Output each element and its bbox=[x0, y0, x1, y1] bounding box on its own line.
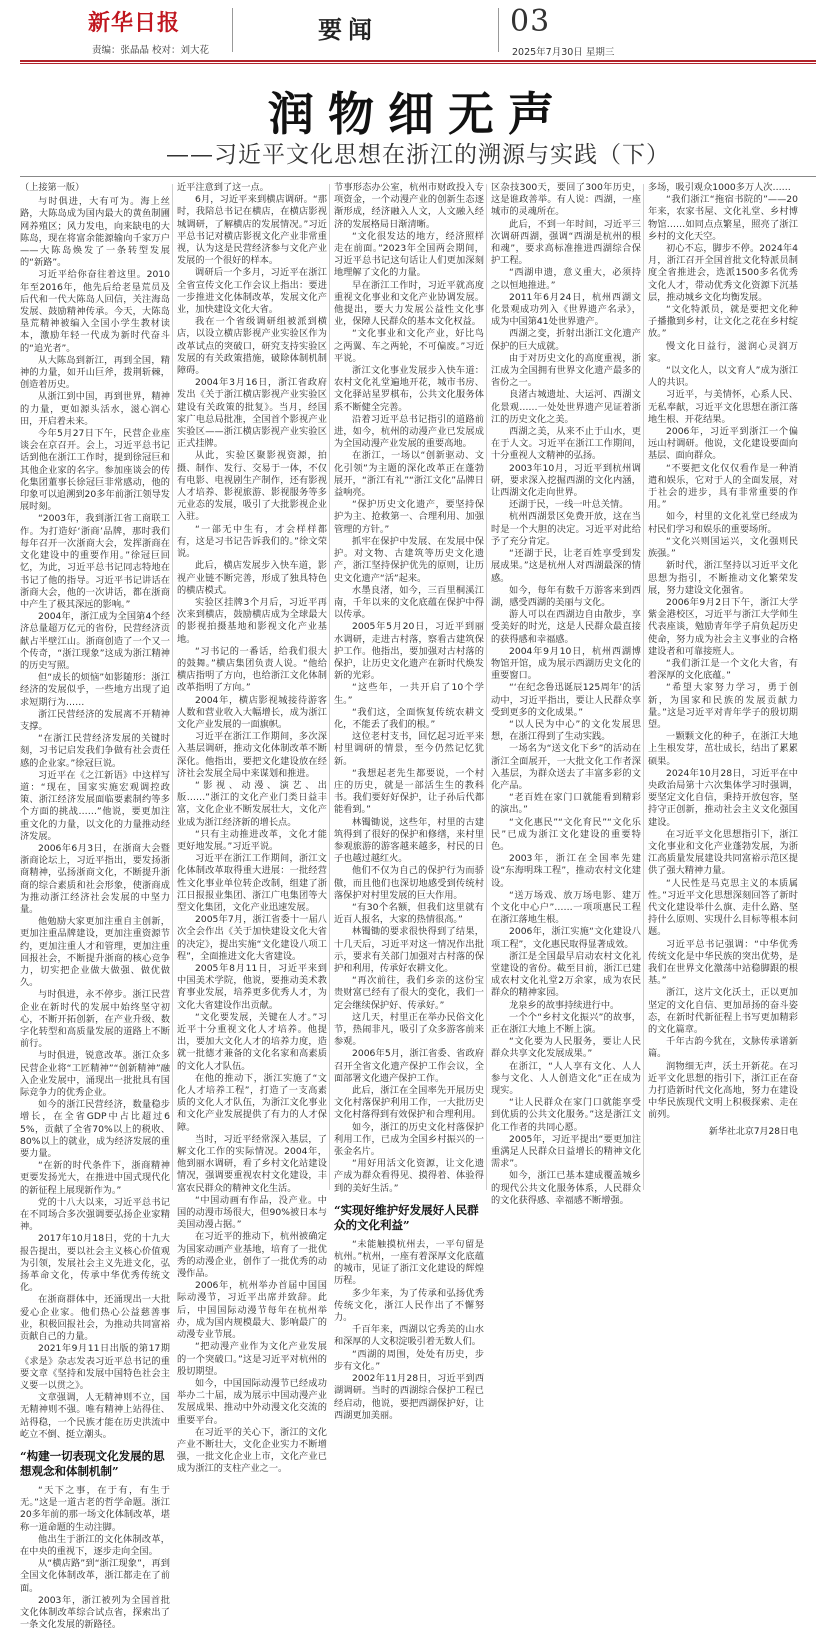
column-divider bbox=[329, 184, 330, 1190]
paragraph: “西湖申遗，意义重大，必须持之以恒地推进。” bbox=[491, 267, 641, 291]
paragraph: 2024年10月28日，习近平在中央政治局第十六次集体学习时强调，要坚定文化自信，秉持开放包容，坚持守正创新，推动社会主义文化强国建设。 bbox=[648, 767, 798, 828]
paragraph: 他们不仅为自己的保护行为而骄傲，而且他们也深切地感受到传统村落保护对村里发展的巨大作用。 bbox=[334, 865, 484, 901]
paragraph: 龙泉乡的故事持续进行中。 bbox=[509, 999, 620, 1011]
paragraph: “文化要为人民服务，要让人民群众共享文化发展成果。” bbox=[491, 1036, 641, 1060]
paragraph: “在浙江民营经济发展的关键时刻，习书记启发我们争做有社会责任感的企业家。”徐冠巨说。 bbox=[20, 733, 170, 769]
paragraph: 西湖之变，折射出浙江文化遗产保护的巨大成就。 bbox=[491, 328, 641, 352]
paragraph: 林镯锄说，这些年，村里的古建筑得到了很好的保护和修缮，来村里参观旅游的游客越来越多，村民的日子也越过越红火。 bbox=[334, 816, 484, 865]
paragraph: 如今，村里的文化礼堂已经成为村民们学习和娱乐的重要场所。 bbox=[648, 511, 798, 535]
paragraph: 浙江，这片文化沃土，正以更加坚定的文化自信、更加昂扬的奋斗姿态，在新时代新征程上书写更加精彩的文化篇章。 bbox=[648, 987, 798, 1036]
paragraph: 2017年10月18日，党的十九大报告提出，要以社会主义核心价值观为引领，发展社会主义先进文化，弘扬革命文化，传承中华优秀传统文化。 bbox=[20, 1233, 170, 1294]
paragraph: 2006年9月2日下午，浙江大学紫金港校区，习近平与浙江大学师生代表座谈，勉励青年学子肩负起历史使命，努力成为社会主义事业的合格建设者和可靠接班人。 bbox=[648, 596, 798, 657]
paragraph: “老百姓在家门口就能看到精彩的演出。” bbox=[491, 792, 641, 816]
paragraph: 2003年10月，习近平到杭州调研，要求深入挖掘西湖的文化内涵，让西湖文化走向世界。 bbox=[491, 462, 641, 499]
paragraph: 2006年5月，浙江省委、省政府召开全省文化遗产保护工作会议，全面部署文化遗产保护工作。 bbox=[334, 1048, 484, 1084]
paragraph: “文化兴则国运兴，文化强则民族强。” bbox=[648, 535, 798, 560]
paragraph: “天下之事，在于有，有生于无。”这是一道古老的哲学命题。浙江20多年前的那一场文化体制改革，堪称一道命题的生动注脚。 bbox=[20, 1484, 170, 1533]
paragraph: “希望大家努力学习，勇于创新，为国家和民族的发展贡献力量。”这是习近平对青年学子的殷切期望。 bbox=[648, 682, 798, 730]
paragraph: 在他的推动下，浙江实施了“文化人才培养工程”，打造了一支高素质的文化人才队伍，为浙江文化事业和文化产业发展提供了有力的人才保障。 bbox=[177, 1072, 327, 1133]
section-subtitle: “构建一切表现文化发展的思想观念和体制机制” bbox=[20, 1448, 165, 1478]
paragraph: 初心不忘，脚步不停。2024年4月，浙江召开全国首批文化特派员制度全省推进会，选派1500多名优秀文化人才，带动优秀文化资源下沉基层，推动城乡文化均衡发展。 bbox=[648, 243, 798, 303]
article-column-3 bbox=[334, 182, 484, 1421]
paragraph: 良渚古城遗址、大运河、西湖文化景观……一处处世界遗产见证着浙江的历史文化之美。 bbox=[491, 389, 641, 425]
paragraph: “2003年，我到浙江省工商联工作。为打造好‘浙商’品牌，那时我们每年召开一次浙商大会，发挥浙商在文化建设中的重要作用。”徐冠巨回忆，为此，习近平总书记同志特地在书记了他的指导。习近平书记讲话在浙商大会，他的一次讲话，都在浙商中产生了极其深远的影响。” bbox=[20, 513, 170, 610]
paragraph: “我想起老先生都要说，一个村庄的历史，就是一部活生生的教科书。我们要好好保护，让子孙后代都能看到。” bbox=[334, 767, 484, 816]
paragraph: 2003年，浙江在全国率先建设“东海明珠工程”，推动农村文化建设。 bbox=[491, 853, 641, 889]
page-number: 03 bbox=[510, 4, 551, 39]
paragraph: “文化惠民”“文化育民”“文化乐民”已成为浙江文化建设的重要特色。 bbox=[491, 816, 641, 852]
paragraph: “还湖于民，让老百姓享受到发展成果。”这是杭州人对西湖最深的情感。 bbox=[491, 548, 641, 584]
column-divider bbox=[643, 184, 644, 1190]
article-column-5 bbox=[648, 182, 798, 1194]
paragraph: 2005年，习近平提出“要更加注重满足人民群众日益增长的精神文化需求”。 bbox=[491, 1133, 641, 1170]
article-subheadline: ——习近平文化思想在浙江的溯源与实践（下） bbox=[166, 142, 670, 168]
paragraph: 节事形态办公室，杭州市财政投入专项资金，一个动漫产业的创新生态逐渐形成，经济融入人文，人文融入经济的发展格局日渐清晰。 bbox=[334, 182, 484, 230]
masthead bbox=[0, 0, 836, 58]
paragraph: 2004年9月10日，杭州西湖博物馆开馆，成为展示西湖历史文化的重要窗口。 bbox=[491, 645, 641, 682]
paragraph: “把动漫产业作为文化产业发展的一个突破口。”这是习近平对杭州的殷切期望。 bbox=[177, 1341, 327, 1377]
paragraph: 西湖之美，从来不止于山水，更在于人文。习近平在浙江工作期间，十分重视人文精神的弘扬。 bbox=[491, 426, 641, 462]
paragraph: 如今，浙江的历史文化村落保护利用工作，已成为全国乡村振兴的一张金名片。 bbox=[334, 1121, 484, 1158]
paragraph: 2004年3月16日，浙江省政府发出《关于浙江横店影视产业实验区建设有关政策的批复》。当月，经国家广电总局批准，全国首个影视产业实验区——浙江横店影视产业实验区正式挂牌。 bbox=[177, 377, 327, 450]
paragraph: “‘在纪念鲁迅诞辰125周年’的活动中，习近平指出，要让人民群众享受到更多的文化成果。” bbox=[491, 682, 641, 718]
paragraph: 2004年，浙江成为全国第4个经济总量超万亿元的省份，民营经济贡献占半壁江山。浙商创造了一个又一个传奇，“浙江现象”这成为浙江精神的历史写照。 bbox=[20, 611, 170, 671]
paragraph: 习近平在浙江工作期间，浙江文化体制改革取得重大进展：一批经营性文化事业单位转企改制，组建了浙江日报报业集团、浙江广电集团等大型文化集团，文化产业迅速发展。 bbox=[177, 853, 327, 913]
paragraph: 习近平在《之江新语》中这样写道：“现在，国家实施宏观调控政策、浙江经济发展面临要素制约等多个方面的挑战……”他说，要更加注重文化的力量，以文化的力量推动经济发展。 bbox=[20, 769, 170, 842]
paragraph: 早在浙江工作时，习近平就高度重视文化事业和文化产业协调发展。他提出，要大力发展公益性文化事业，保障人民群众的基本文化权益。 bbox=[334, 279, 484, 328]
paragraph: 新时代，浙江坚持以习近平文化思想为指引，不断推动文化繁荣发展，努力建设文化强省。 bbox=[648, 560, 798, 596]
paragraph: “文化事业和文化产业，好比鸟之两翼、车之两轮，不可偏废。”习近平说。 bbox=[334, 328, 484, 364]
paragraph: 浙江民营经济的发展离不开精神支撑。 bbox=[20, 708, 170, 732]
paragraph: “文化很发达的地方，经济照样走在前面。”2023年全国两会期间，习近平总书记这句话让人们更加深刻地理解了文化的力量。 bbox=[334, 230, 484, 279]
paragraph: 从大陈岛到新江，再到全国，精神的力量，如开山巨斧，拨荆斩棘，创造着历史。 bbox=[20, 354, 170, 391]
paragraph: 抓牢在保护中发展、在发展中保护。对文物、古建筑等历史文化遗产，浙江坚持保护优先的原则，让历史文化遗产“活”起来。 bbox=[334, 535, 484, 584]
paragraph: 由于对历史文化的高度重视，浙江成为全国拥有世界文化遗产最多的省份之一。 bbox=[491, 352, 641, 389]
paragraph: “影视、动漫、演艺、出版……”浙江的文化产业门类日益丰富，文化企业不断发展壮大，文化产业成为浙江经济新的增长点。 bbox=[177, 779, 327, 828]
paragraph: 习近平总书记强调：“中华优秀传统文化是中华民族的突出优势，是我们在世界文化激荡中站稳脚跟的根基。” bbox=[648, 938, 798, 987]
paragraph: 2006年6月3日，在浙商大会暨浙商论坛上，习近平指出，要发扬浙商精神，弘扬浙商文化，不断提升浙商的综合素质和社会形象，使浙商成为推动浙江经济社会发展的中坚力量。 bbox=[20, 842, 170, 915]
paragraph: 我在一个省级调研组被派到横店，以设立横店影视产业实验区作为改革试点的突破口，研究支持实验区发展的有关政策措施，破除体制机制障碍。 bbox=[177, 316, 327, 377]
paragraph: “在新的时代条件下，浙商精神更要发扬光大，在推进中国式现代化的新征程上展现新作为。” bbox=[20, 1160, 170, 1196]
paragraph: 2004年，横店影视城接待游客人数和营业收入大幅增长，成为浙江文化产业发展的一面旗帜。 bbox=[177, 694, 327, 730]
article-headline: 润物细无声 bbox=[268, 87, 568, 141]
paragraph: 当时，习近平经常深入基层，了解文化工作的实际情况。2004年，他到丽水调研，看了乡村文化站建设情况，强调要重视农村文化建设，丰富农民群众的精神文化生活。 bbox=[177, 1133, 327, 1194]
paragraph: 这几天，村里正在举办民俗文化节，热闹非凡，吸引了众多游客前来参观。 bbox=[334, 1011, 484, 1048]
paragraph: 调研后一个多月，习近平在浙江全省宣传文化工作会议上指出：要进一步推进文化体制改革，发展文化产业，加快建设文化大省。 bbox=[177, 267, 327, 316]
paragraph: 浙江文化事业发展步入快车道：农村文化礼堂遍地开花，城市书房、文化驿站星罗棋布，公共文化服务体系不断健全完善。 bbox=[334, 365, 484, 413]
paragraph: 2011年6月24日，杭州西湖文化景观成功列入《世界遗产名录》，成为中国第41处世界遗产。 bbox=[491, 291, 641, 328]
paragraph: 2002年11月28日，习近平到西湖调研。当时的西湖综合保护工程已经启动，他说，要把西湖保护好，让西湖更加美丽。 bbox=[334, 1373, 484, 1421]
issue-date: 2025年7月30日 星期三 bbox=[512, 47, 615, 58]
paragraph: 林镯锄的要求很快得到了结果，十几天后，习近平对这一情况作出批示，要求有关部门加强对古村落的保护和利用，传承好农耕文化。 bbox=[334, 926, 484, 974]
paragraph: “这些年，一共开启了10个学生。” bbox=[334, 682, 484, 706]
paragraph: 实验区挂牌3个月后，习近平再次来到横店，鼓励横店成为全球最大的影视拍摄基地和影视文化产业基地。 bbox=[177, 596, 327, 645]
paragraph: 与时俱进，大有可为。海上丝路，大陈岛成为国内最大的黄鱼制圃网养殖区；风力发电，向来缺电的大陈岛，现在将富余能源输向千家万户——大陈岛焕发了一条转型发展的“新路”。 bbox=[20, 196, 170, 269]
paragraph: 2006年，杭州举办首届中国国际动漫节，习近平出席并致辞。此后，中国国际动漫节每年在杭州举办，成为国内规模最大、影响最广的动漫专业节展。 bbox=[177, 1280, 327, 1341]
paragraph: 如今，中国国际动漫节已经成功举办二十届，成为展示中国动漫产业发展成果、推动中外动漫文化交流的重要平台。 bbox=[177, 1377, 327, 1426]
continued-note: （上接第一版） bbox=[20, 182, 85, 193]
paragraph: 2005年5月20日，习近平到丽水调研，走进古村落，察看古建筑保护工作。他指出，要加强对古村落的保护，让历史文化遗产在新时代焕发新的光彩。 bbox=[334, 621, 484, 682]
paragraph: 一场名为“送文化下乡”的活动在浙江全面展开，一大批文化工作者深入基层，为群众送去了丰富多彩的文化产品。 bbox=[491, 743, 641, 791]
paragraph: 与时俱进，锐意改革。浙江众多民营企业将“工匠精神”“创新精神”融入企业发展中，涌现出一批批具有国际竞争力的优秀企业。 bbox=[20, 1050, 170, 1099]
masthead-divider bbox=[498, 8, 499, 52]
paragraph: 千年古韵今犹在，文脉传承谱新篇。 bbox=[648, 1036, 798, 1060]
paragraph: 在浙商群体中，还涌现出一大批爱心企业家。他们热心公益慈善事业，积极回报社会，为推动共同富裕贡献自己的力量。 bbox=[20, 1294, 170, 1343]
paragraph: “以人民为中心”的文化发展思想，在浙江得到了生动实践。 bbox=[491, 718, 641, 743]
paragraph: “保护历史文化遗产，要坚持保护为主、抢救第一、合理利用、加强管理的方针。” bbox=[334, 499, 484, 535]
section-subtitle: “实现好维护好发展好人民群众的文化利益” bbox=[334, 1202, 479, 1232]
paragraph: 2021年9月11日出版的第17期《求是》杂志发表习近平总书记的重要文章《坚持和发展中国特色社会主义要一以贯之》。 bbox=[20, 1343, 170, 1391]
paragraph: 在习近平的推动下，杭州被确定为国家动画产业基地，培育了一批优秀的动漫企业，创作了一批优秀的动漫作品。 bbox=[177, 1231, 327, 1280]
masthead-divider bbox=[232, 8, 233, 52]
paragraph: 千百年来，西湖以它秀美的山水和深厚的人文积淀吸引着无数人们。 bbox=[334, 1324, 484, 1348]
paragraph: 如今，每年有数千万游客来到西湖，感受西湖的美丽与文化。 bbox=[491, 584, 641, 608]
paragraph: “用好用活文化资源，让文化遗产成为群众看得见、摸得着、体验得到的美好生活。” bbox=[334, 1158, 484, 1194]
paragraph: 一个个“乡村文化振兴”的故事，正在浙江大地上不断上演。 bbox=[491, 1011, 641, 1036]
article-column-4 bbox=[491, 182, 641, 1206]
paragraph: 慢文化日益行，滋润心灵润万家。 bbox=[648, 340, 798, 364]
paragraph: 与时俱进，永不停步。浙江民营企业在新时代的发展中始终坚守初心，不断开拓创新，在产业升级、数字化转型和高质量发展的道路上不断前行。 bbox=[20, 989, 170, 1050]
paragraph: “送万场戏、放万场电影、建万个文化中心户”……一项项惠民工程在浙江落地生根。 bbox=[491, 889, 641, 926]
paragraph: 此后，浙江在全国率先开展历史文化村落保护利用工作，一大批历史文化村落得到有效保护和合理利用。 bbox=[334, 1085, 484, 1121]
paragraph: 习近平，与美情怀，心系人民、无私奉献，习近平文化思想在浙江落地生根、开花结果。 bbox=[648, 389, 798, 425]
column-divider bbox=[172, 184, 173, 1190]
paragraph: “再次前往，我们乡亲的这份宝贵财富已经有了很大的变化，我们一定会继续保护好、传承好。” bbox=[334, 975, 484, 1011]
paragraph: 区杂技300天，要回了300年历史，这是谁政善举。有人说：西湖，一座城市的灵魂所在。 bbox=[491, 182, 641, 218]
masthead-rule-thin bbox=[20, 63, 816, 64]
paragraph: 杭州西湖景区免费开放，这在当时是一个大胆的决定。习近平对此给予了充分肯定。 bbox=[491, 511, 641, 547]
paragraph: 在习近平的关心下，浙江的文化产业不断壮大，文化企业实力不断增强，一批文化企业上市，文化产业已成为浙江的支柱产业之一。 bbox=[177, 1426, 327, 1475]
article-byline: 新华社北京7月28日电 bbox=[708, 1126, 798, 1137]
paragraph: 沿着习近平总书记指引的道路前进，如今，杭州的动漫产业已发展成为全国动漫产业发展的重要高地。 bbox=[334, 413, 484, 450]
paragraph: 润物细无声，沃土开新花。在习近平文化思想的指引下，浙江正在奋力打造新时代文化高地，努力在建设中华民族现代文明上积极探索、走在前列。 bbox=[648, 1060, 798, 1121]
paragraph: 在浙江，“人人享有文化、人人参与文化、人人创造文化”正在成为现实。 bbox=[491, 1060, 641, 1097]
paragraph: 文章强调，人无精神则不立，国无精神则不强。唯有精神上站得住、站得稳，一个民族才能在历史洪流中屹立不倒、挺立潮头。 bbox=[20, 1392, 170, 1440]
paragraph: 在习近平文化思想指引下，浙江文化事业和文化产业蓬勃发展，为浙江高质量发展建设共同富裕示范区提供了强大精神力量。 bbox=[648, 828, 798, 877]
paragraph: 党的十八大以来，习近平总书记在不同场合多次强调要弘扬企业家精神。 bbox=[20, 1196, 170, 1233]
paragraph: “西湖的周围，处处有历史，步步有文化。” bbox=[334, 1348, 484, 1372]
paragraph: “让人民群众在家门口就能享受到优质的公共文化服务。”这是浙江文化工作者的共同心愿。 bbox=[491, 1097, 641, 1133]
paragraph: “有30个名额，但我们这里就有近百人报名，大家的热情很高。” bbox=[334, 901, 484, 926]
paragraph: 多场，吸引观众1000多万人次…… bbox=[648, 182, 791, 193]
editor-credits: 责编：张晶晶 校对：刘大花 bbox=[92, 45, 210, 56]
paragraph: 2005年7月，浙江省委十一届八次全会作出《关于加快建设文化大省的决定》，提出实施“文化建设八项工程”，全面推进文化大省建设。 bbox=[177, 914, 327, 962]
paragraph: “一部无中生有，才会样样都有，这是习书记告诉我们的。”徐文荣说。 bbox=[177, 523, 327, 560]
paragraph: 近平注意到了这一点。 bbox=[177, 182, 269, 193]
paragraph: 2006年，浙江实施“文化建设八项工程”，文化惠民取得显著成效。 bbox=[491, 926, 641, 950]
column-divider bbox=[486, 184, 487, 1190]
paragraph: “我们浙江是一个文化大省，有着深厚的文化底蕴。” bbox=[648, 657, 798, 682]
paragraph: “我们浙江“拖宿书院的”——20年来，农家书屋、文化礼堂、乡村博物馆……如同点点繁星，照亮了浙江乡村的文化天空。 bbox=[648, 194, 798, 242]
masthead-rule bbox=[20, 60, 816, 62]
paragraph: 但“成长的烦恼”如影随形：浙江经济的发展似乎，一些地方出现了追求短期行为…… bbox=[20, 672, 170, 708]
paragraph: 习近平给你奋往着这里。2010年至2016年，他先后给老垦荒员及后代和一代大陈岛人回信，关注海岛发展、鼓励精神传承。今天，大陈岛垦荒精神被编入全国小学生教材读本，激励年轻一代成为新时代奋斗的“追光者”。 bbox=[20, 269, 170, 354]
newspaper-logo: 新华日报 bbox=[88, 10, 181, 36]
paragraph: 此后，不到一年时间，习近平三次调研西湖，强调“西湖是杭州的根和魂”，要求高标准推进西湖综合保护工程。 bbox=[491, 218, 641, 267]
paragraph: 浙江是全国最早启动农村文化礼堂建设的省份。截至目前，浙江已建成农村文化礼堂2万余家，成为农民群众的精神家园。 bbox=[491, 950, 641, 999]
paragraph: 多少年来，为了传承和弘扬优秀传统文化，浙江人民作出了不懈努力。 bbox=[334, 1287, 484, 1324]
paragraph: 从“横店路”到“浙江现象”，再到全国文化体制改革，浙江都走在了前面。 bbox=[20, 1558, 170, 1594]
paragraph: 水墨良渚，如今，三百里桐溪江南，千年以来的文化底蕴在保护中得以传承。 bbox=[334, 584, 484, 621]
paragraph: 在浙江，一场以“创新驱动、文化引领”为主题的深化改革正在蓬勃展开，“浙江有礼”“浙江文化”品牌日益响亮。 bbox=[334, 450, 484, 499]
paragraph: “文化特派员，就是要把文化种子播撒到乡村，让文化之花在乡村绽放。” bbox=[648, 304, 798, 340]
paragraph: 如今，浙江已基本建成覆盖城乡的现代公共文化服务体系，人民群众的文化获得感、幸福感不断增强。 bbox=[491, 1170, 641, 1206]
paragraph: 2003年，浙江被列为全国首批文化体制改革综合试点省，探索出了一条文化发展的新路径。 bbox=[20, 1594, 170, 1631]
paragraph: 他勉励大家更加注重自主创新，更加注重品牌建设，更加注重资源节约，更加注重人才和管理，更加注重回报社会，不断提升浙商的核心竞争力，切实把企业做大做强、做优做久。 bbox=[20, 916, 170, 989]
paragraph: “以文化人，以文育人”成为浙江人的共识。 bbox=[648, 365, 798, 389]
paragraph: 6月，习近平来到横店调研。“那时，我陪总书记在横店，在横店影视城调研，了解横店的发展情况。”习近平总书记对横店影视文化产业非常重视，认为这是民营经济参与文化产业发展的一个很好的样本。 bbox=[177, 194, 327, 267]
paragraph: “我们这，全面恢复传统农耕文化，不能丢了我们的根。” bbox=[334, 706, 484, 730]
paragraph: 习近平在浙江工作期间，多次深入基层调研，推动文化体制改革不断深化。他指出，要把文化建设放在经济社会发展全局中来谋划和推进。 bbox=[177, 731, 327, 779]
paragraph: “中国动画有作品，没产业。中国的动漫市场很大，但90%被日本与美国动漫占据。” bbox=[177, 1194, 327, 1231]
section-title: 要闻 bbox=[318, 15, 378, 44]
article-column-2 bbox=[177, 182, 327, 1475]
paragraph: “不要把文化仅仅看作是一种消遣和娱乐，它对于人的全面发展，对于社会的进步，具有非常重要的作用。” bbox=[648, 462, 798, 511]
paragraph: “只有主动推进改革，文化才能更好地发展。”习近平说。 bbox=[177, 828, 327, 852]
paragraph: 此后，横店发展步入快车道，影视产业链不断完善，形成了独具特色的横店模式。 bbox=[177, 560, 327, 596]
paragraph: “未能触摸杭州去，一平句留是杭州。”杭州，一座有着深厚文化底蕴的城市，见证了浙江文化建设的辉煌历程。 bbox=[334, 1238, 484, 1287]
paragraph: 如今的浙江民营经济，数量稳步增长，在全省GDP中占比超过65%，贡献了全省70%以上的税收、80%以上的就业，成为经济发展的重要力量。 bbox=[20, 1099, 170, 1160]
paragraph: 2005年8月11日，习近平来到中国美术学院，他说，要推动美术教育事业发展，培养更多优秀人才，为文化大省建设作出贡献。 bbox=[177, 963, 327, 1011]
paragraph: 一颗颗文化的种子，在浙江大地上生根发芽，茁壮成长，结出了累累硕果。 bbox=[648, 731, 798, 767]
paragraph: 2006年，习近平到浙江一个偏远山村调研。他说，文化建设要面向基层、面向群众。 bbox=[648, 426, 798, 462]
article-column-1 bbox=[20, 182, 170, 1631]
paragraph: 今年5月27日下午，民营企业座谈会在京召开。会上，习近平总书记话到他在浙江工作时，提到徐冠巨和其他企业家的名字。参加座谈会的传化集团董事长徐冠巨非常感动，他的印象可以追溯到20多年前浙江领导发展时刻。 bbox=[20, 428, 170, 513]
paragraph: 从此，实验区聚影视资源，拍摄、制作、发行、交易于一体，不仅有电影、电视剧生产制作，还有影视人才培养、影视旅游、影视服务等多元业态的发展，吸引了大批影视企业入驻。 bbox=[177, 450, 327, 523]
paragraph: “人民性是马克思主义的本质属性。”习近平文化思想深刻回答了新时代文化建设举什么旗、走什么路、坚持什么原则、实现什么目标等根本问题。 bbox=[648, 877, 798, 938]
headline-rule bbox=[20, 176, 816, 177]
paragraph: “习书记的一番话，给我们很大的鼓舞。”横店集团负责人说。“他给横店指明了方向，也给浙江文化体制改革指明了方向。” bbox=[177, 645, 327, 694]
paragraph: 这位老村支书，回忆起习近平来村里调研的情景，至今仍然记忆犹新。 bbox=[334, 731, 484, 767]
paragraph: 还湖于民，一线一叶总关情。 bbox=[509, 499, 629, 511]
paragraph: 他出生于浙江的文化体制改革，在中央的重视下，逐步走向全国。 bbox=[20, 1533, 170, 1557]
paragraph: “文化要发展，关键在人才。”习近平十分重视文化人才培养。他提出，要加大文化人才的培养力度，造就一批德才兼备的文化名家和高素质的文化人才队伍。 bbox=[177, 1011, 327, 1072]
paragraph: 游人可以在西湖边自由散步，享受美好的时光，这是人民群众最直接的获得感和幸福感。 bbox=[491, 609, 641, 645]
paragraph: 从浙江到中国，再到世界，精神的力量，更如源头活水，滋心润心田，开启着未来。 bbox=[20, 391, 170, 427]
